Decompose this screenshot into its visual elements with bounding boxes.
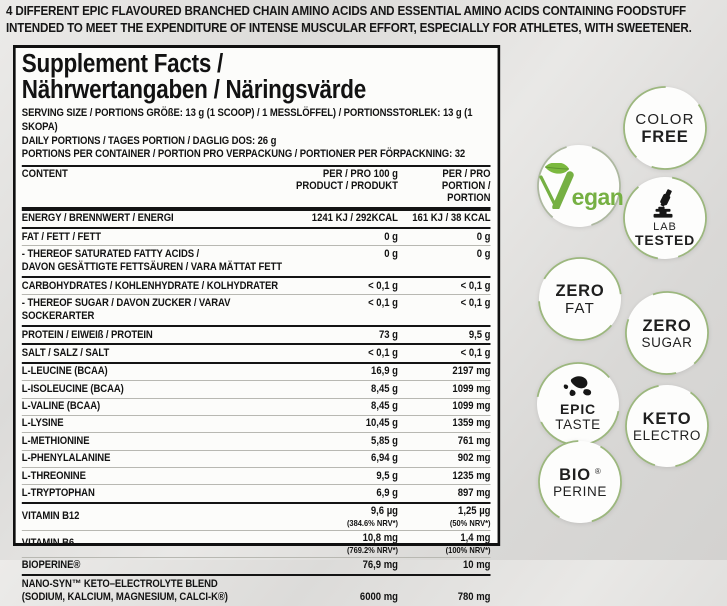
value-per-portion [398,280,491,293]
value-per-100g [292,505,398,528]
nutrient-label [22,329,292,342]
nutrient-label [22,417,292,430]
badge-bio-perine-line1: BIO [559,465,591,484]
value-per-100g-amount: < 0,1 g [368,346,398,359]
badge-bio-perine-line2: PERINE [553,483,607,499]
badge-epic-taste [536,362,620,446]
value-per-100g-amount: 6,94 g [371,452,398,465]
value-per-portion-amount: 1099 mg [452,400,491,413]
value-per-portion-amount: 1359 mg [452,417,491,430]
nutrient-label-line1: - THEREOF SATURATED FATTY ACIDS / [21,247,200,260]
badge-epic-taste-line2: TASTE [555,417,601,432]
nutrient-label-line1: L-METHIONINE [21,434,90,447]
value-per-100g [292,532,398,555]
nutrient-label-line1: - THEREOF SUGAR / DAVON ZUCKER / VARAV SOCKERARTER [21,296,231,323]
table-row [22,484,491,501]
value-per-portion-amount: < 0,1 g [460,346,491,359]
value-per-100g-amount: 10,8 mg [362,532,398,545]
badge-zero-fat-line1: ZERO [555,281,605,300]
table-row [22,415,491,432]
header-content: CONTENT [21,168,68,181]
microscope-icon [649,189,681,219]
nutrient-label-line1: L-ISOLEUCINE (BCAA) [21,382,124,395]
badge-lab-tested-line1: LAB [653,220,677,233]
vegan-v-leaf-icon [535,163,575,209]
table-row [22,530,491,557]
nutrient-label-line1: L-TRYPTOPHAN [21,487,95,500]
value-per-portion [398,329,491,342]
header-per-portion-line2: PORTION / PORTION [441,179,491,204]
nutrient-label [22,510,292,523]
value-per-portion-amount: < 0,1 g [460,296,491,309]
badge-keto-electro-line2: ELECTRO [633,427,701,443]
value-per-portion [398,470,491,483]
nutrient-label [22,537,292,550]
badge-zero-fat [538,257,622,341]
value-per-portion-amount: 2197 mg [452,365,491,378]
nutrient-label [22,435,292,448]
table-row [22,380,491,397]
table-row [22,227,491,245]
nutrient-label [22,248,292,274]
value-per-portion-amount: 10 mg [462,559,491,572]
badge-keto-electro [625,384,709,468]
value-per-100g-amount: 6000 mg [359,590,398,603]
value-per-100g-amount: 10,45 g [365,417,398,430]
value-per-portion [398,532,491,555]
badge-zero-sugar [625,291,709,375]
value-per-100g [292,297,398,310]
value-per-portion [398,400,491,413]
value-per-100g-amount: < 0,1 g [368,279,398,292]
value-per-100g-amount: < 0,1 g [368,296,398,309]
table-row [22,502,491,530]
nutrient-label-line1: L-PHENYLALANINE [21,452,111,465]
nutrient-label-line2: DAVON GESÄTTIGTE FETTSÄUREN / VARA MÄTTAT FETT [21,261,282,274]
nutrient-label [22,487,292,500]
value-per-portion [398,383,491,396]
value-per-portion-amount: < 0,1 g [460,279,491,292]
value-per-100g-amount: 0 g [384,230,398,243]
value-per-portion [398,365,491,378]
table-row [22,574,491,606]
value-per-portion [398,591,491,604]
value-per-100g-amount: 8,45 g [371,400,398,413]
header-per-portion-line1: PER / PRO [442,168,491,181]
nutrient-label-line1: VITAMIN B6 [21,537,75,550]
table-row [22,209,491,227]
value-per-portion [398,212,491,225]
badge-vegan-text: egan [571,184,624,210]
header-per-portion [398,169,491,204]
nutrient-label [22,470,292,483]
value-per-portion-amount: 161 KJ / 38 KCAL [412,212,491,225]
value-per-portion [398,435,491,448]
value-per-portion [398,297,491,310]
portions-per-container-line: PORTIONS PER CONTAINER / PORTION PRO VERPACKUNG / PORTIONER PER FÖRPACKNING: 32 [21,148,466,161]
nutrient-label-line1: SALT / SALZ / SALT [21,346,110,359]
value-per-portion [398,231,491,244]
table-row [22,325,491,343]
nutrient-label [22,231,292,244]
nutrient-label [22,559,292,572]
nutrient-label-line1: ENERGY / BRENNWERT / ENERGI [21,212,174,225]
product-description: 4 DIFFERENT EPIC FLAVOURED BRANCHED CHAIN AMINO ACIDS AND ESSENTIAL AMINO ACIDS CONTAINING FOODSTUFF INTENDED TO MEET THE EXPENDITURE OF INTENSE MUSCULAR EFFORT, ESPECIALLY FOR ATHLETES, WITH SWEETENER. [6,3,692,35]
header-per-100g [292,169,398,193]
nutrient-label-line1: FAT / FETT / FETT [21,230,101,243]
value-per-100g-amount: 1241 KJ / 292KCAL [311,212,398,225]
header-per-100g-line1: PER / PRO 100 g [322,168,398,181]
value-per-portion-amount: 1,4 mg [460,532,491,545]
value-per-portion [398,559,491,572]
value-per-portion [398,417,491,430]
nutrient-label-line1: BIOPERINE® [21,559,81,572]
value-per-portion-amount: 0 g [476,247,491,260]
value-per-portion-amount: 9,5 g [468,328,491,341]
value-per-100g [292,280,398,293]
registered-mark-icon: ® [594,466,601,476]
value-per-portion [398,505,491,528]
nutrient-label [22,280,292,293]
table-row [22,467,491,484]
value-per-100g [292,231,398,244]
table-row [22,432,491,449]
nutrient-label-line1: CARBOHYDRATES / KOHLENHYDRATE / KOLHYDRATER [21,279,279,292]
value-per-100g [292,212,398,225]
value-per-100g-nrv: (384.6% NRV*) [346,517,398,528]
value-per-portion-amount: 1099 mg [452,382,491,395]
value-per-100g [292,329,398,342]
daily-portions-line: DAILY PORTIONS / TAGES PORTION / DAGLIG DOS: 26 g [21,134,277,147]
value-per-100g [292,487,398,500]
value-per-100g-amount: 5,85 g [371,434,398,447]
badge-vegan [537,144,624,228]
value-per-100g-amount: 16,9 g [371,365,398,378]
panel-title-line2: Nährwertangaben / Näringsvärde [21,75,366,104]
splash-icon [561,376,595,400]
nutrient-label-line1: PROTEIN / EIWEIß / PROTEIN [21,328,153,341]
value-per-100g [292,400,398,413]
value-per-100g-amount: 76,9 mg [362,559,398,572]
value-per-100g [292,470,398,483]
value-per-portion-amount: 902 mg [457,452,491,465]
value-per-100g [292,347,398,360]
nutrient-label-line1: L-VALINE (BCAA) [21,400,101,413]
value-per-portion-nrv: (100% NRV*) [445,544,491,555]
table-row [22,450,491,467]
value-per-portion [398,248,491,261]
value-per-100g [292,417,398,430]
table-row [22,362,491,380]
panel-title [22,52,491,103]
value-per-100g-amount: 73 g [378,328,398,341]
nutrient-label-line1: NANO-SYN™ KETO–ELECTROLYTE BLEND [21,577,218,590]
badge-lab-tested [623,176,707,260]
value-per-100g-amount: 9,6 µg [370,505,398,518]
table-row [22,557,491,574]
nutrient-label [22,452,292,465]
nutrient-label-line2: (SODIUM, KALCIUM, MAGNESIUM, CALCI-K®) [21,590,228,603]
badge-lab-tested-line2: TESTED [634,231,696,248]
badge-color-free-line1: COLOR [635,110,695,128]
value-per-portion-amount: 780 mg [457,590,491,603]
value-per-portion [398,452,491,465]
nutrient-label [22,383,292,396]
nutrient-label [22,212,292,225]
nutrient-label [22,297,292,323]
table-row [22,245,491,276]
value-per-portion-amount: 1,25 µg [458,505,491,518]
header-per-100g-line2: PRODUCT / PRODUKT [295,179,398,192]
nutrient-label-line1: L-LYSINE [21,417,64,430]
nutrient-label-line1: L-THREONINE [21,469,86,482]
nutrient-label [22,578,292,604]
table-row [22,343,491,361]
value-per-100g [292,248,398,261]
value-per-100g-amount: 6,9 g [376,487,398,500]
value-per-portion-amount: 0 g [476,230,491,243]
value-per-100g [292,591,398,604]
badge-bio-perine [538,440,622,524]
badge-zero-fat-line2: FAT [565,299,595,317]
nutrient-label [22,365,292,378]
value-per-100g-amount: 9,5 g [376,469,398,482]
serving-info [22,107,491,162]
nutrient-label-line1: L-LEUCINE (BCAA) [21,365,108,378]
table-row [22,294,491,325]
value-per-100g [292,383,398,396]
value-per-portion-amount: 1235 mg [452,469,491,482]
value-per-100g-amount: 0 g [384,247,398,260]
badge-color-free-line2: FREE [641,127,689,146]
nutrient-label [22,347,292,360]
value-per-portion [398,487,491,500]
value-per-100g [292,435,398,448]
badge-zero-sugar-line1: ZERO [642,316,692,335]
value-per-portion-nrv: (50% NRV*) [449,517,491,528]
value-per-100g [292,452,398,465]
badge-color-free [623,86,707,170]
badge-epic-taste-line1: EPIC [560,401,596,417]
value-per-100g [292,365,398,378]
value-per-100g-nrv: (769.2% NRV*) [346,544,398,555]
value-per-portion-amount: 761 mg [457,434,491,447]
serving-size-line: SERVING SIZE / PORTIONS GRÖßE: 13 g (1 SCOOP) / 1 MESSLÖFFEL) / PORTIONSSTORLEK: 13 g (1 SKOPA) [21,107,473,133]
nutrient-label [22,400,292,413]
value-per-portion [398,347,491,360]
supplement-facts-panel [13,45,500,603]
value-per-100g [292,559,398,572]
table-row [22,276,491,294]
table-row [22,398,491,415]
badge-zero-sugar-line2: SUGAR [641,334,693,350]
badge-keto-electro-line1: KETO [642,409,692,428]
nutrient-rows [22,209,491,606]
nutrient-label-line1: VITAMIN B12 [21,510,80,523]
panel-title-line1: Supplement Facts / [21,50,224,78]
value-per-100g-amount: 8,45 g [371,382,398,395]
table-header [22,165,491,208]
value-per-portion-amount: 897 mg [457,487,491,500]
